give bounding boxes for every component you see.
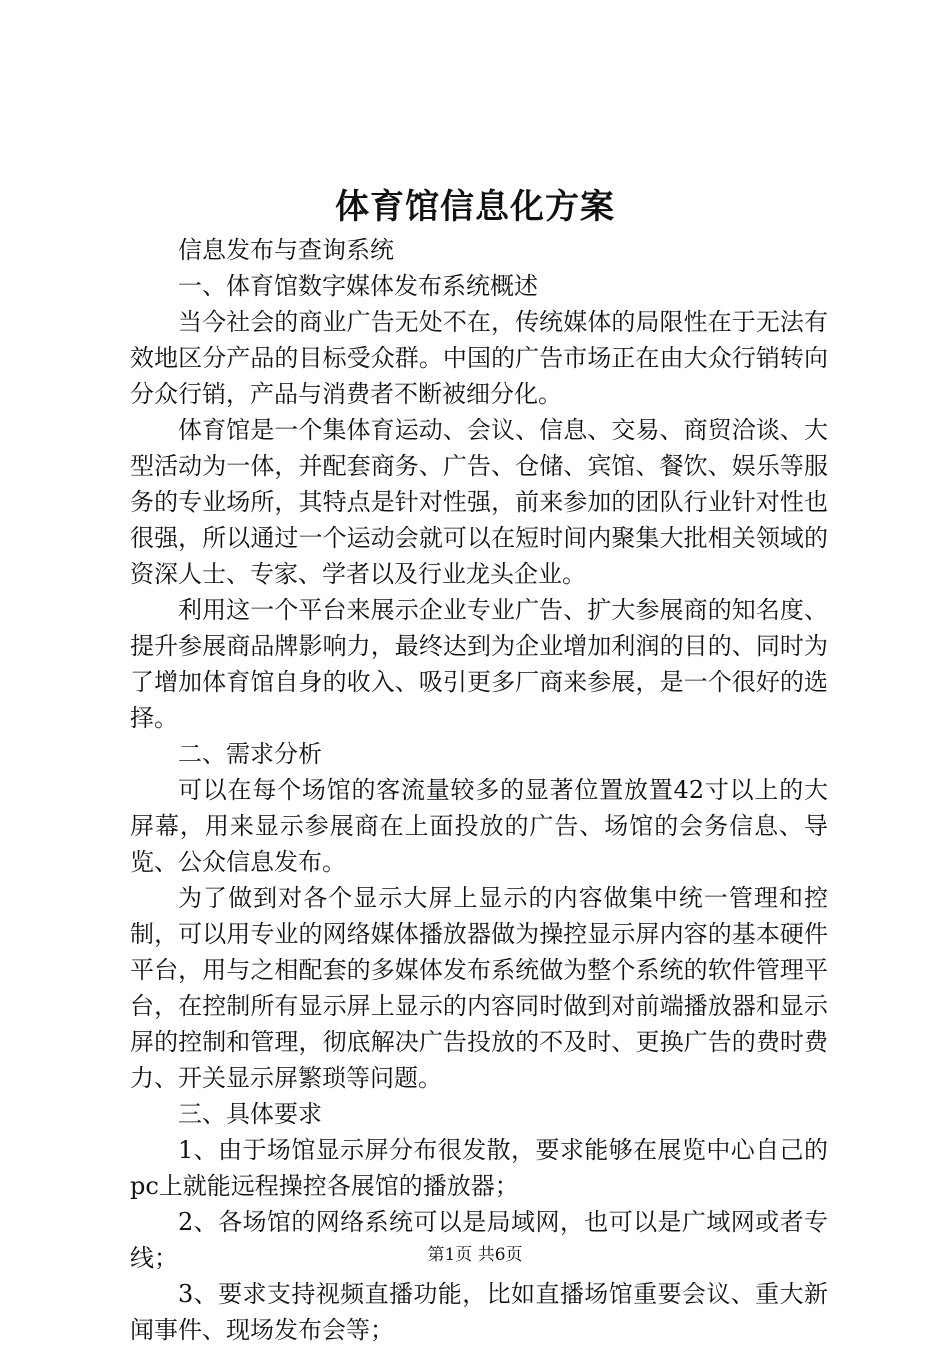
body-paragraph: 当今社会的商业广告无处不在，传统媒体的局限性在于无法有效地区分产品的目标受众群。中国的广告市场正在由大众行销转向分众行销，产品与消费者不断被细分化。 xyxy=(130,308,828,408)
section-heading: 二、需求分析 xyxy=(178,740,322,768)
body-paragraph: 利用这一个平台来展示企业专业广告、扩大参展商的知名度、提升参展商品牌影响力，最终达到为企业增加利润的目的、同时为了增加体育馆自身的收入、吸引更多厂商来参展，是一个很好的选择。 xyxy=(130,596,828,732)
list-item: 1、由于场馆显示屏分布很发散，要求能够在展览中心自己的pc上就能远程操控各展馆的播放器； xyxy=(130,1136,828,1200)
section-heading: 一、体育馆数字媒体发布系统概述 xyxy=(178,272,538,300)
page-number-footer: 第1页 共6页 xyxy=(427,1245,523,1265)
list-item: 3、要求支持视频直播功能，比如直播场馆重要会议、重大新闻事件、现场发布会等； xyxy=(130,1280,828,1344)
page-title: 体育馆信息化方案 xyxy=(335,187,615,227)
section-heading: 三、具体要求 xyxy=(178,1100,322,1128)
section-heading: 信息发布与查询系统 xyxy=(178,236,394,264)
body-paragraph: 可以在每个场馆的客流量较多的显著位置放置42寸以上的大屏幕，用来显示参展商在上面投放的广告、场馆的会务信息、导览、公众信息发布。 xyxy=(130,776,828,876)
body-paragraph: 为了做到对各个显示大屏上显示的内容做集中统一管理和控制，可以用专业的网络媒体播放器做为操控显示屏内容的基本硬件平台，用与之相配套的多媒体发布系统做为整个系统的软件管理平台，在控制所有显示屏上显示的内容同时做到对前端播放器和显示屏的控制和管理，彻底解决广告投放的不及时、更换广告的费时费力、开关显示屏繁琐等问题。 xyxy=(130,884,828,1092)
list-item: 2、各场馆的网络系统可以是局域网，也可以是广域网或者专线； xyxy=(130,1208,828,1272)
body-paragraph: 体育馆是一个集体育运动、会议、信息、交易、商贸洽谈、大型活动为一体，并配套商务、广告、仓储、宾馆、餐饮、娱乐等服务的专业场所，其特点是针对性强，前来参加的团队行业针对性也很强，所以通过一个运动会就可以在短时间内聚集大批相关领域的资深人士、专家、学者以及行业龙头企业。 xyxy=(130,416,828,588)
document-body xyxy=(130,232,828,1348)
